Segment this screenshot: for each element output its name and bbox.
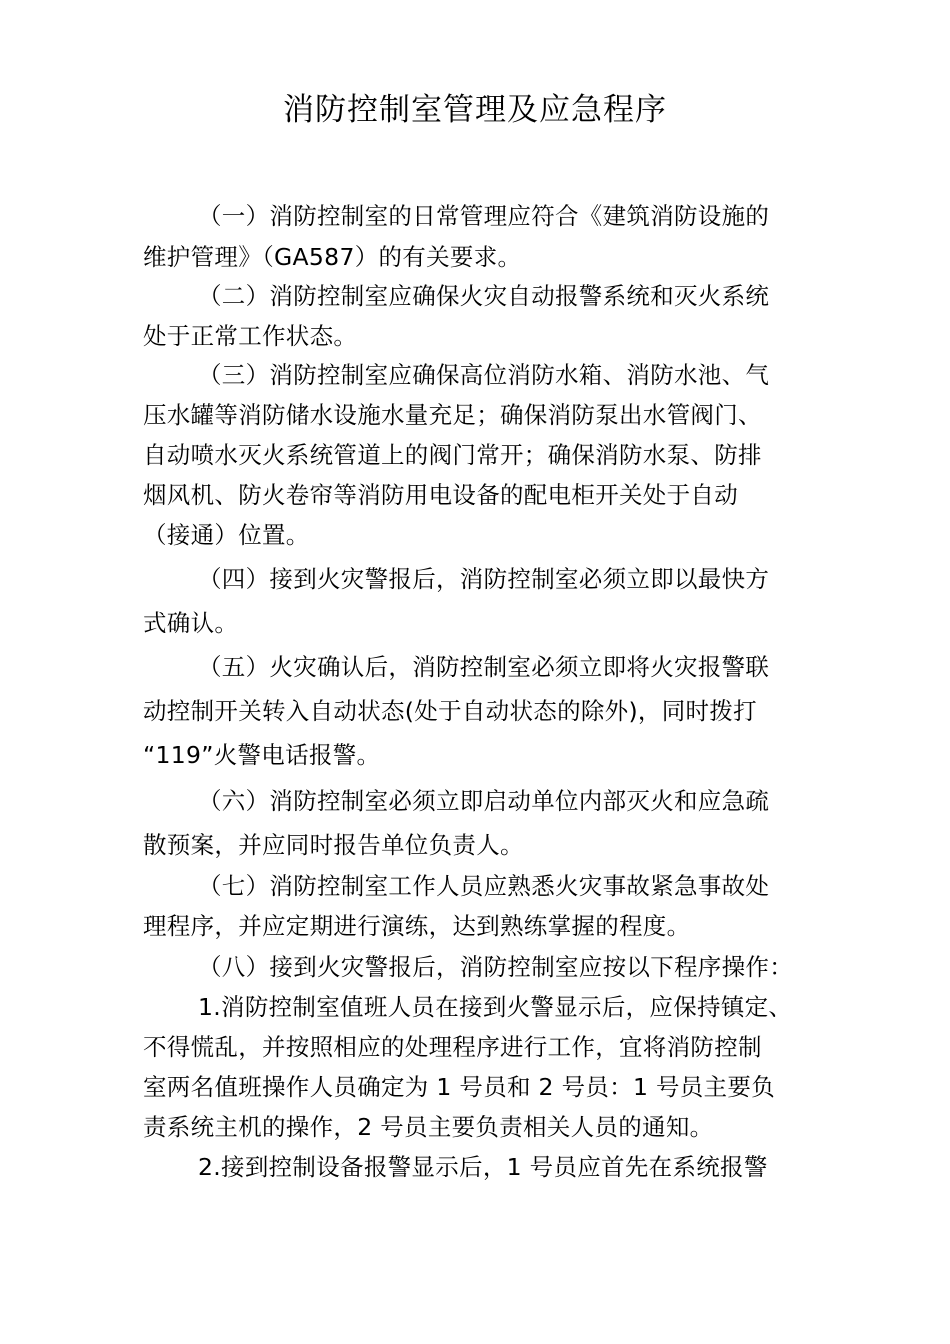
body-line: （五）火灾确认后，消防控制室必须立即将火灾报警联 [198, 653, 770, 681]
body-line: 1.消防控制室值班人员在接到火警显示后，应保持镇定、 [198, 993, 793, 1021]
body-line: （二）消防控制室应确保火灾自动报警系统和灭火系统 [198, 282, 770, 310]
body-line: （接通）位置。 [143, 521, 310, 549]
body-line: （四）接到火灾警报后，消防控制室必须立即以最快方 [198, 565, 770, 593]
body-line: 责系统主机的操作，2 号员主要负责相关人员的通知。 [143, 1113, 714, 1141]
body-line: 不得慌乱，并按照相应的处理程序进行工作，宜将消防控制 [143, 1033, 762, 1061]
body-line: （八）接到火灾警报后，消防控制室应按以下程序操作： [198, 953, 793, 981]
body-line: 理程序，并应定期进行演练，达到熟练掌握的程度。 [143, 912, 691, 940]
body-line: 处于正常工作状态。 [143, 322, 358, 350]
body-line: 烟风机、防火卷帘等消防用电设备的配电柜开关处于自动 [143, 481, 738, 509]
body-line: 压水罐等消防储水设施水量充足；确保消防泵出水管阀门、 [143, 401, 762, 429]
body-line: （一）消防控制室的日常管理应符合《建筑消防设施的 [198, 202, 770, 230]
body-line: （七）消防控制室工作人员应熟悉火灾事故紧急事故处 [198, 872, 770, 900]
body-line: 2.接到控制设备报警显示后，1 号员应首先在系统报警 [198, 1153, 768, 1181]
body-line: 维护管理》（GA587）的有关要求。 [143, 243, 522, 271]
body-line: “119”火警电话报警。 [143, 741, 381, 769]
body-line: 散预案，并应同时报告单位负责人。 [143, 831, 524, 859]
body-line: 自动喷水灭火系统管道上的阀门常开；确保消防水泵、防排 [143, 441, 762, 469]
page-title: 消防控制室管理及应急程序 [283, 92, 667, 128]
body-line: （六）消防控制室必须立即启动单位内部灭火和应急疏 [198, 787, 770, 815]
body-line: 动控制开关转入自动状态(处于自动状态的除外)，同时拨打 [143, 697, 757, 725]
body-line: 式确认。 [143, 609, 239, 637]
body-line: （三）消防控制室应确保高位消防水箱、消防水池、气 [198, 361, 770, 389]
body-line: 室两名值班操作人员确定为 1 号员和 2 号员：1 号员主要负 [143, 1073, 776, 1101]
